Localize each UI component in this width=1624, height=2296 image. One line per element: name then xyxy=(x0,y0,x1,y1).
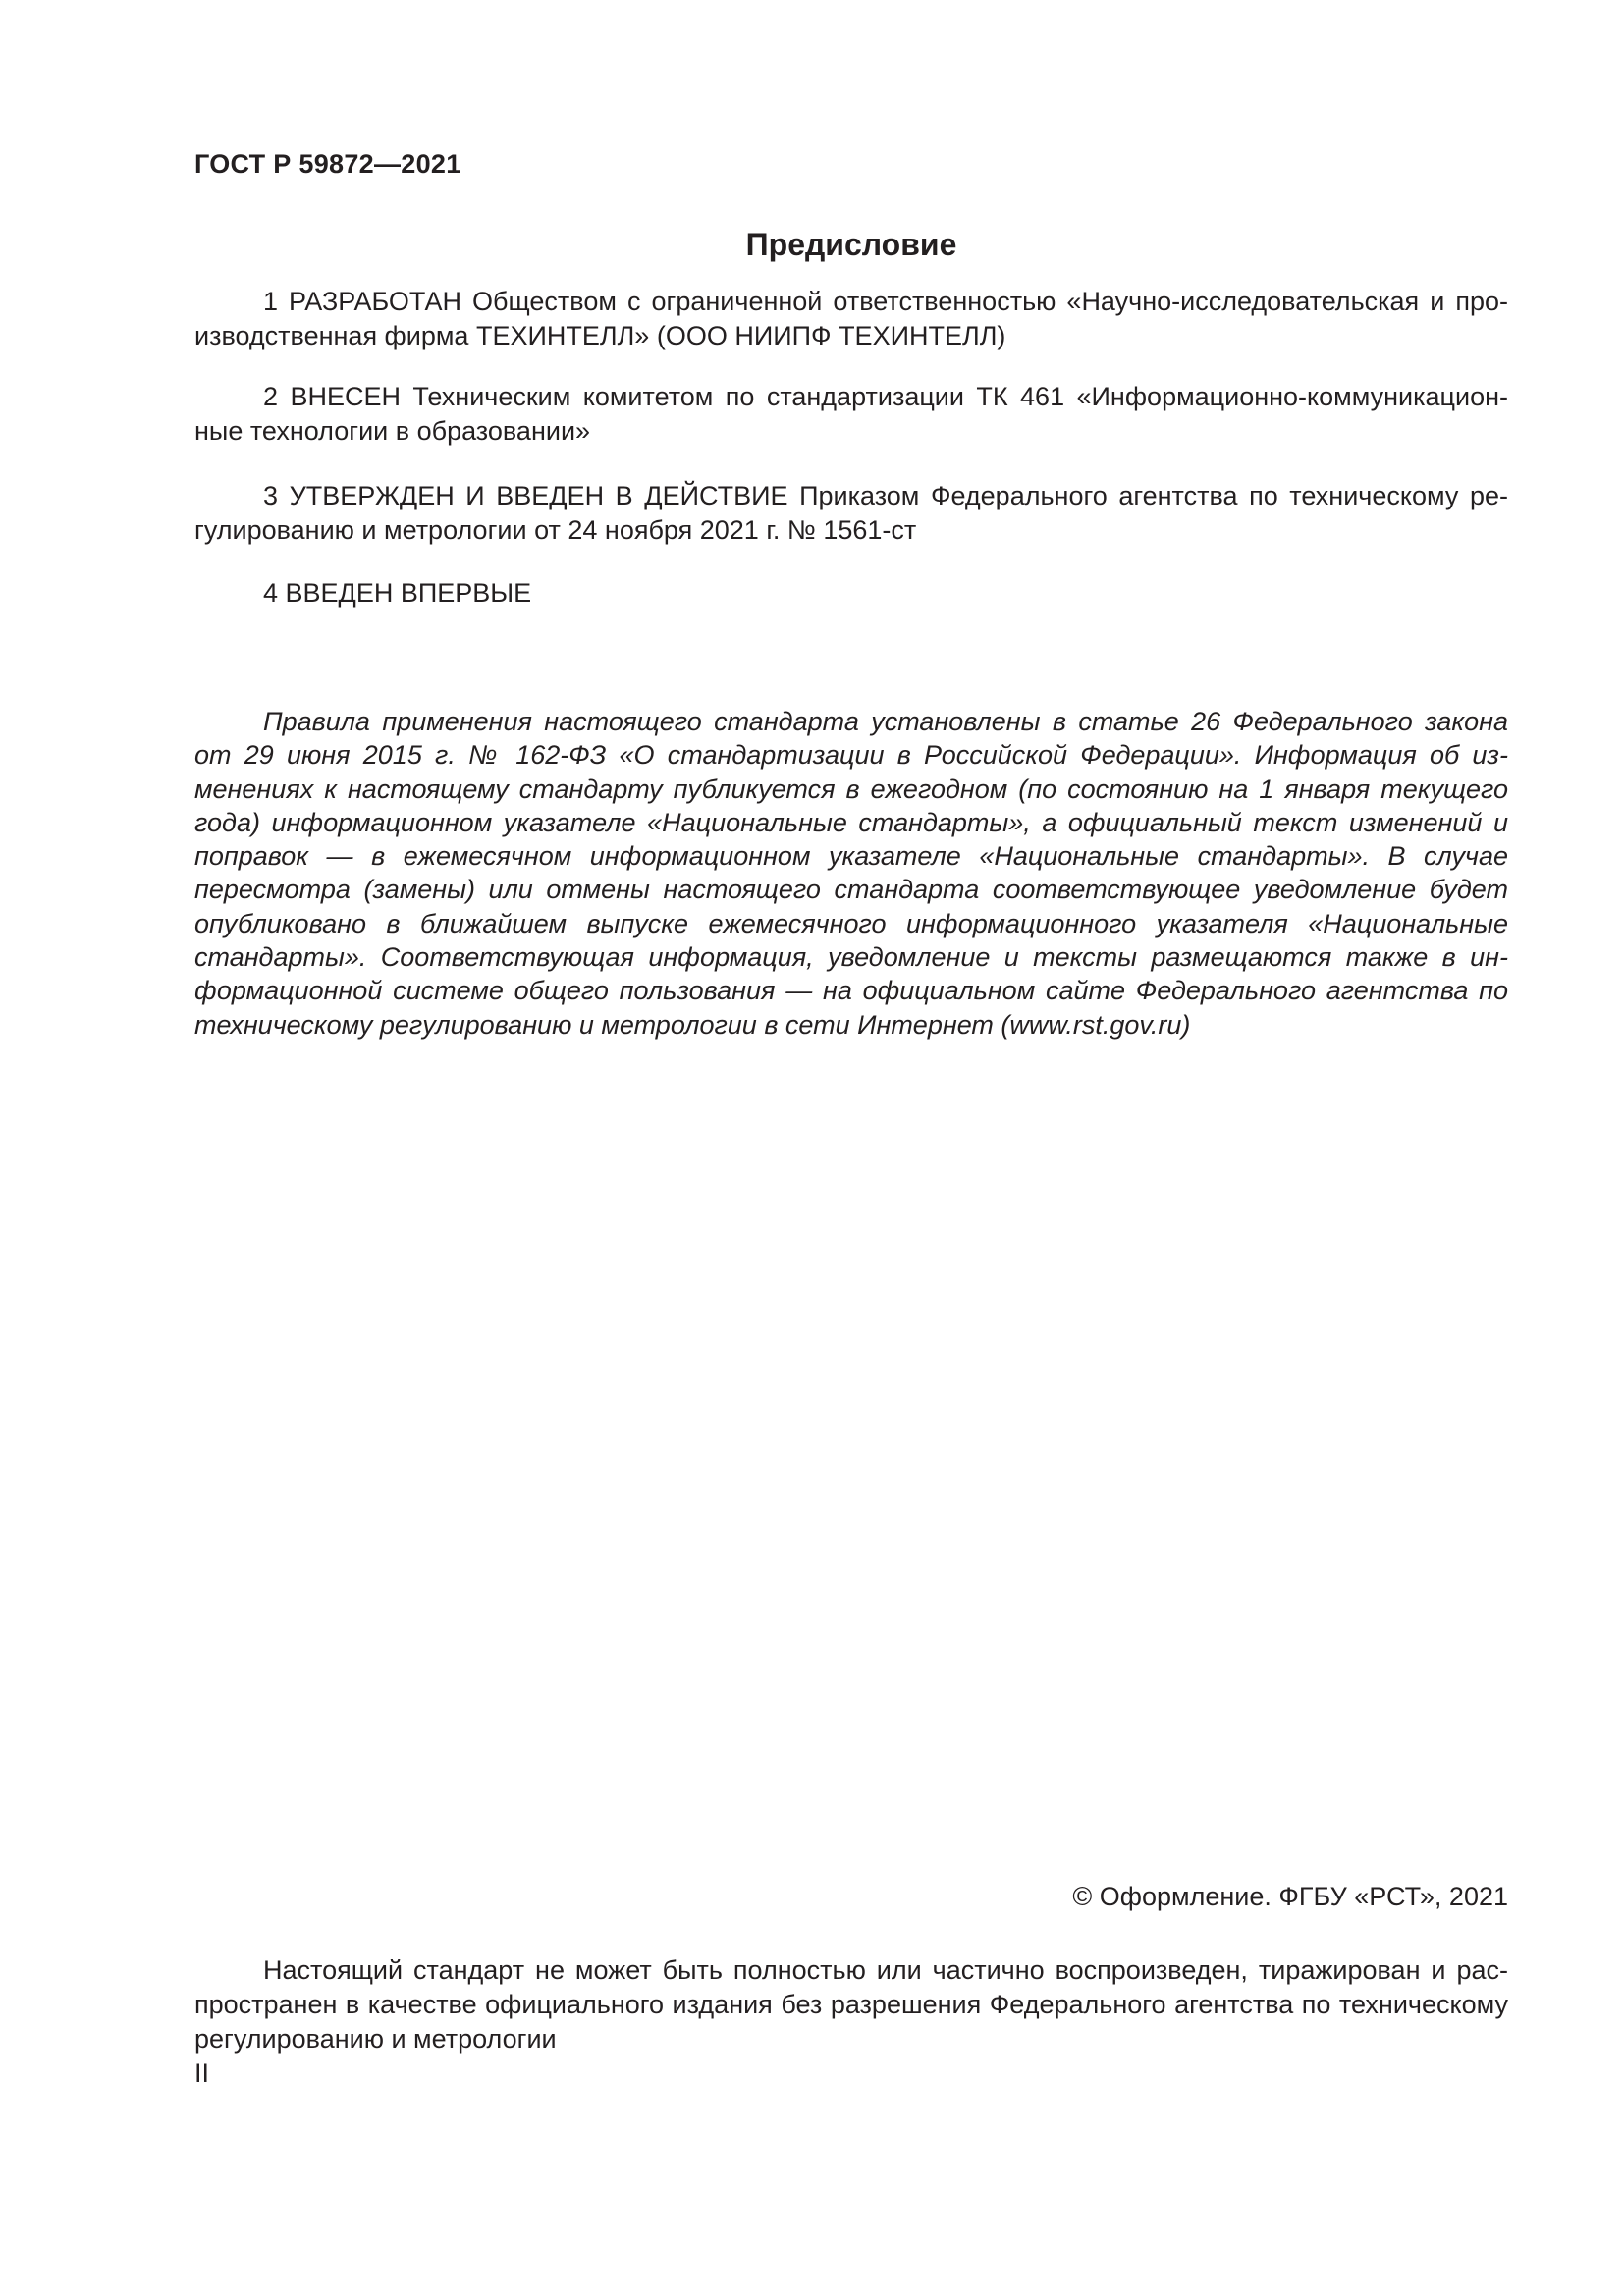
copyright-line: © Оформление. ФГБУ «РСТ», 2021 xyxy=(1072,1882,1508,1911)
reproduction-notice: Настоящий стандарт не может быть полностью или частично воспроизведен, тиражирован и распространен в качестве официального издания без разрешения Федерального агентства по техническому регулированию и метрологии xyxy=(194,1955,1508,2054)
preface-title: Предисловие xyxy=(745,227,957,262)
preface-item-submitted: 2 ВНЕСЕН Техническим комитетом по стандартизации ТК 461 «Информационно-коммуникационные технологии в образовании» xyxy=(194,382,1508,446)
preface-item-developed: 1 РАЗРАБОТАН Обществом с ограниченной ответственностью «Научно-исследовательская и производственная фирма ТЕХИНТЕЛЛ» (ООО НИИПФ ТЕХИНТЕЛЛ) xyxy=(194,287,1508,350)
application-rules-notice: Правила применения настоящего стандарта установлены в статье 26 Федерального закона от 29 июня 2015 г. № 162-ФЗ «О стандартизации в Российской Федерации». Информация об изменениях к настоящему стандарту публикуется в ежегодном (по состоянию на 1 января текущего года) информационном указателе «Национальные стандарты», а официальный текст изменений и поправок — в ежемесячном информационном указателе «Национальные стандарты». В случае пересмотра (замены) или отмены настоящего стандарта соответствующее уведомление будет опубликовано в ближайшем выпуске ежемесячного информационного указателя «Национальные стандарты». Соответствующая информация, уведомление и тексты размещаются также в информационной системе общего пользования — на официальном сайте Федерального агентства по техническому регулированию и метрологии в сети Интернет (www.rst.gov.ru) xyxy=(194,707,1508,1040)
preface-item-approved: 3 УТВЕРЖДЕН И ВВЕДЕН В ДЕЙСТВИЕ Приказом Федерального агентства по техническому регулированию и метрологии от 24 ноября 2021 г. № 1561-ст xyxy=(194,481,1508,545)
document-number: ГОСТ Р 59872—2021 xyxy=(194,149,461,179)
page-number: II xyxy=(194,2058,210,2088)
preface-item-introduced: 4 ВВЕДЕН ВПЕРВЫЕ xyxy=(263,578,532,608)
